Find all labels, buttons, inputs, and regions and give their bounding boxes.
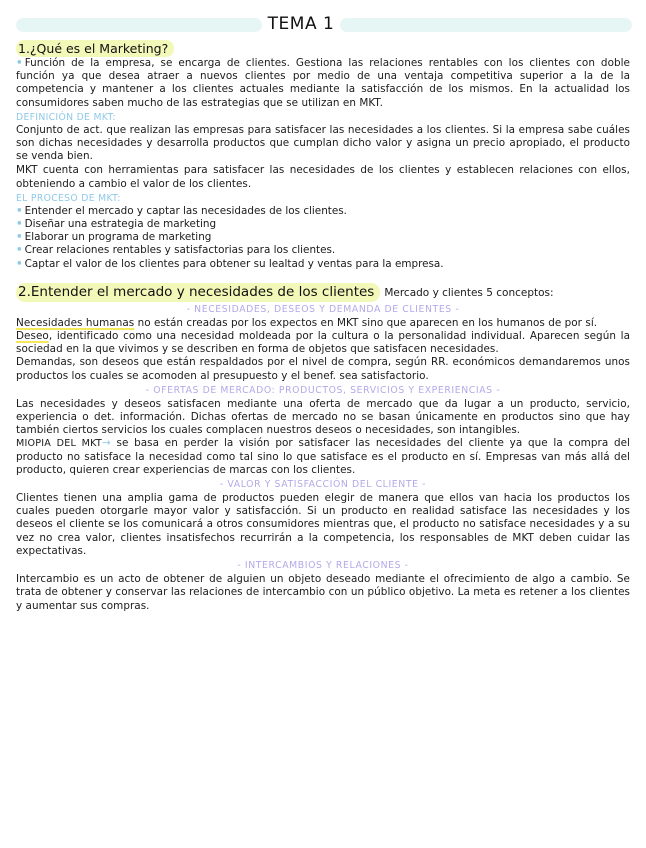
section1-heading: 1.¿Qué es el Marketing? bbox=[16, 40, 174, 57]
process-step bbox=[16, 205, 630, 218]
needs-term: Necesidades humanas bbox=[16, 316, 135, 329]
process-step-text: Diseñar una estrategia de marketing bbox=[24, 218, 217, 231]
definition-label: DEFINICIÓN DE MKT: bbox=[16, 111, 116, 123]
process-step bbox=[16, 244, 630, 257]
bullet-dot: • bbox=[16, 57, 23, 69]
section2-side-note: Mercado y clientes 5 conceptos: bbox=[384, 286, 554, 299]
page-title: TEMA 1 bbox=[267, 14, 335, 34]
section2-heading: 2.Entender el mercado y necesidades de los clientes bbox=[16, 283, 380, 302]
bullet-dot: • bbox=[16, 244, 23, 257]
myopia-text: se basa en perder la visión por satisfacer las necesidades del cliente ya que la compra del producto no satisface la necesidad como tal sino lo que satisface es el producto en sí. Empresas van más allá del producto, quieren crear experiencias de marcas con los clientes. bbox=[16, 437, 630, 476]
process-list bbox=[16, 205, 630, 271]
needs-text: no están creadas por los expectos en MKT sino que aparecen en los humanos de por sí. bbox=[134, 316, 598, 329]
subheading-value: - VALOR Y SATISFACCIÓN DEL CLIENTE - bbox=[219, 479, 427, 491]
demand-paragraph: Demandas, son deseos que están respaldados por el nivel de compra, según RR. económicos demandaremos unos productos los cuales se acomoden al presupuesto y el benef. sea satisfactorio. bbox=[16, 356, 630, 382]
section1-intro bbox=[16, 57, 630, 110]
process-step bbox=[16, 231, 630, 244]
bullet-dot: • bbox=[16, 204, 23, 217]
value-paragraph: Clientes tienen una amplia gama de productos pueden elegir de manera que ellos van hacia los productos los cuales pueden otorgarle mayor valor y satisfacción. Si un producto en realidad satisface las necesidades y los deseos el cliente se los comunicará a otros consumidores mientras que, el producto no satisface necesidades y a su vez no crea valor, clientes insatisfechos recurrirán a la competencia, los responsables de MKT deben cuidar las expectativas. bbox=[16, 492, 630, 557]
myopia-paragraph bbox=[16, 437, 630, 477]
section1-intro-text: Función de la empresa, se encarga de clientes. Gestiona las relaciones rentables con los clientes con doble función ya que desea atraer a nuevos clientes por medio de una ventaja competitiva superior a la de la competencia y mantener a los clientes actuales mediante la satisfacción de los mismos. En la actualidad los consumidores saben mucho de las estrategias que se utilizan en MKT. bbox=[16, 57, 630, 109]
bullet-dot: • bbox=[16, 231, 23, 244]
myopia-label: MIOPIA DEL MKT bbox=[16, 438, 102, 450]
needs-paragraph bbox=[16, 317, 630, 330]
process-step bbox=[16, 218, 630, 231]
subheading-offers: - OFERTAS DE MERCADO: PRODUCTOS, SERVICIOS Y EXPERIENCIAS - bbox=[145, 384, 501, 396]
arrow-right-icon: → bbox=[101, 437, 111, 450]
exchange-paragraph: Intercambio es un acto de obtener de alguien un objeto deseado mediante el ofrecimiento de algo a cambio. Se trata de obtener y conservar las relaciones de intercambio con un público objetivo. La meta es retener a los clientes y aumentar sus compras. bbox=[16, 573, 630, 612]
process-step-text: Captar el valor de los clientes para obtener su lealtad y ventas para la empresa. bbox=[24, 257, 444, 270]
bullet-dot: • bbox=[16, 257, 23, 270]
wants-term: Deseo bbox=[16, 330, 49, 343]
offers-paragraph: Las necesidades y deseos satisfacen mediante una oferta de mercado que da lugar a un producto, servicio, experiencia o det. información. Dichas ofertas de mercado no se basan únicamente en productos sino que hay también ciertos servicios los cuales complacen nuestros deseos o necesidades, son intangibles. bbox=[16, 397, 630, 437]
title-highlight-right bbox=[340, 18, 632, 32]
process-label: EL PROCESO DE MKT: bbox=[16, 192, 121, 204]
wants-paragraph bbox=[16, 330, 630, 356]
definition-paragraph-2: MKT cuenta con herramientas para satisfacer las necesidades de los clientes y establecen relaciones con ellos, obteniendo a cambio el valor de los clientes. bbox=[16, 164, 630, 190]
subheading-needs: - NECESIDADES, DESEOS Y DEMANDA DE CLIENTES - bbox=[186, 303, 460, 315]
subheading-exchange: - INTERCAMBIOS Y RELACIONES - bbox=[237, 560, 409, 572]
process-step-text: Crear relaciones rentables y satisfactorias para los clientes. bbox=[24, 244, 336, 257]
notes-content bbox=[16, 38, 630, 613]
wants-text: , identificado como una necesidad moldeada por la cultura o la personalidad individual. Aparecen según la sociedad en la que vivimos y se describen en forma de objetos que satisfacen necesidades. bbox=[16, 330, 630, 356]
section2-heading-row bbox=[16, 281, 630, 302]
definition-paragraph-1: Conjunto de act. que realizan las empresas para satisfacer las necesidades a los clientes. Si la empresa sabe cuáles son dichas necesidades y desarrolla productos que cumplan dicho valor y asigna un precio apropiado, el producto se venda bien. bbox=[16, 123, 630, 163]
process-step bbox=[16, 258, 630, 271]
bullet-dot: • bbox=[16, 218, 23, 231]
title-row bbox=[0, 14, 646, 36]
title-highlight-left bbox=[16, 18, 262, 32]
process-step-text: Entender el mercado y captar las necesidades de los clientes. bbox=[24, 204, 347, 217]
process-step-text: Elaborar un programa de marketing bbox=[24, 231, 212, 244]
